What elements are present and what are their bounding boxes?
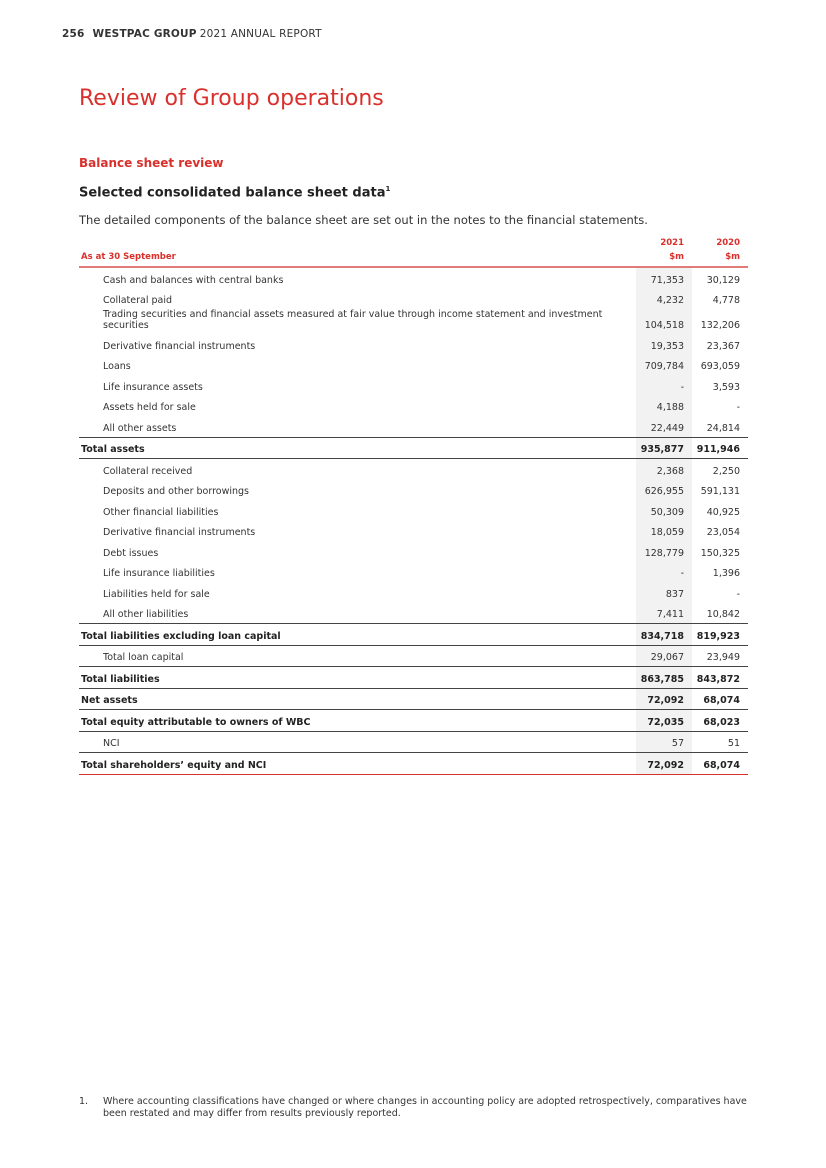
table-heading: Selected consolidated balance sheet data$^1$ bbox=[79, 185, 391, 201]
row-label: Liabilities held for sale bbox=[103, 588, 210, 600]
row-label: Derivative financial instruments bbox=[103, 340, 256, 352]
value-2021: 29,067 bbox=[636, 645, 692, 667]
table-row bbox=[79, 562, 748, 583]
value-2021: 71,353 bbox=[636, 267, 692, 289]
value-2020: - bbox=[736, 402, 740, 413]
value-2020: 24,814 bbox=[706, 422, 740, 434]
table-row bbox=[79, 459, 748, 480]
row-label: Deposits and other borrowings bbox=[103, 486, 250, 497]
value-2021: 104,518 bbox=[636, 309, 692, 334]
value-2021: 72,092 bbox=[636, 753, 692, 775]
value-2020: 4,778 bbox=[712, 295, 740, 306]
table-row bbox=[79, 289, 748, 310]
value-2020: 68,074 bbox=[703, 759, 740, 771]
table-row bbox=[79, 603, 748, 624]
row-label: Collateral received bbox=[103, 465, 193, 477]
value-2020: 150,325 bbox=[700, 547, 740, 559]
total-row bbox=[79, 753, 748, 775]
row-label: Cash and balances with central banks bbox=[103, 274, 284, 286]
row-label: Total liabilities excluding loan capital bbox=[81, 630, 281, 642]
col-2020: 2020 $m bbox=[716, 238, 740, 262]
table-row bbox=[79, 645, 748, 667]
table-row bbox=[79, 396, 748, 417]
value-2020: 40,925 bbox=[706, 506, 740, 518]
section-heading: Balance sheet review bbox=[79, 156, 224, 170]
value-2021: 837 bbox=[636, 582, 692, 603]
page-header bbox=[62, 28, 322, 40]
value-2020: 693,059 bbox=[700, 361, 740, 372]
row-label: Derivative financial instruments bbox=[103, 527, 256, 538]
row-label: Collateral paid bbox=[103, 295, 173, 306]
value-2020: 68,023 bbox=[703, 716, 740, 728]
row-label: Net assets bbox=[81, 695, 138, 706]
row-label: Total assets bbox=[81, 444, 145, 455]
value-2021: 4,232 bbox=[636, 289, 692, 310]
value-2021: 72,035 bbox=[636, 710, 692, 732]
balance-sheet-table bbox=[79, 234, 748, 775]
row-label: All other assets bbox=[103, 422, 177, 434]
row-label: Life insurance assets bbox=[103, 381, 203, 393]
table-row bbox=[79, 416, 748, 437]
value-2021: 2,368 bbox=[636, 459, 692, 480]
value-2021: 72,092 bbox=[636, 688, 692, 710]
total-row bbox=[79, 710, 748, 732]
footnote-ref: 1 bbox=[385, 185, 391, 193]
row-label: Debt issues bbox=[103, 547, 159, 559]
value-2020: 132,206 bbox=[700, 320, 740, 331]
table-header bbox=[79, 234, 748, 267]
table-row bbox=[79, 731, 748, 753]
row-label: Life insurance liabilities bbox=[103, 568, 215, 579]
report-name: 2021 ANNUAL REPORT bbox=[199, 28, 322, 40]
value-2021: 863,785 bbox=[636, 667, 692, 689]
value-2021: 7,411 bbox=[636, 603, 692, 624]
brand: WESTPAC GROUP bbox=[92, 28, 197, 40]
row-label: Total shareholders’ equity and NCI bbox=[81, 759, 267, 771]
table-row bbox=[79, 541, 748, 562]
value-2020: 23,054 bbox=[706, 527, 740, 538]
value-2020: - bbox=[736, 588, 740, 600]
table-row bbox=[79, 375, 748, 396]
value-2021: 935,877 bbox=[636, 437, 692, 459]
value-2020: 23,949 bbox=[706, 652, 740, 663]
page-number: 256 bbox=[62, 28, 85, 40]
value-2021: 18,059 bbox=[636, 521, 692, 542]
value-2020: 30,129 bbox=[706, 274, 740, 286]
intro-text: The detailed components of the balance sheet are set out in the notes to the financial statements. bbox=[79, 213, 648, 227]
value-2021: 50,309 bbox=[636, 500, 692, 521]
value-2020: 843,872 bbox=[696, 673, 740, 685]
row-label: Total liabilities bbox=[81, 673, 160, 685]
table-row bbox=[79, 480, 748, 501]
row-label: Loans bbox=[103, 361, 131, 372]
value-2021: 626,955 bbox=[636, 480, 692, 501]
row-label: Total equity attributable to owners of WBC bbox=[81, 716, 311, 728]
table-row bbox=[79, 582, 748, 603]
row-label: Trading securities and financial assets measured at fair value through income statement and investment securities bbox=[103, 309, 603, 331]
value-2020: 591,131 bbox=[700, 486, 740, 497]
page-title: Review of Group operations bbox=[79, 86, 384, 111]
value-2021: 57 bbox=[636, 731, 692, 753]
total-row bbox=[79, 437, 748, 459]
value-2020: 68,074 bbox=[703, 695, 740, 706]
value-2020: 1,396 bbox=[712, 568, 740, 579]
table-row bbox=[79, 500, 748, 521]
total-row bbox=[79, 624, 748, 646]
value-2021: 834,718 bbox=[636, 624, 692, 646]
value-2020: 3,593 bbox=[712, 381, 740, 393]
value-2020: 911,946 bbox=[696, 444, 740, 455]
col-label: As at 30 September bbox=[81, 252, 176, 262]
total-row bbox=[79, 667, 748, 689]
value-2021: - bbox=[636, 375, 692, 396]
value-2021: - bbox=[636, 562, 692, 583]
row-label: All other liabilities bbox=[103, 609, 189, 620]
value-2021: 4,188 bbox=[636, 396, 692, 417]
value-2021: 128,779 bbox=[636, 541, 692, 562]
table-row bbox=[79, 267, 748, 289]
table-row bbox=[79, 355, 748, 376]
col-2021: 2021 $m bbox=[660, 238, 684, 262]
table-row bbox=[79, 521, 748, 542]
value-2021: 709,784 bbox=[636, 355, 692, 376]
total-row bbox=[79, 688, 748, 710]
value-2021: 22,449 bbox=[636, 416, 692, 437]
value-2021: 19,353 bbox=[636, 334, 692, 355]
value-2020: 51 bbox=[727, 738, 740, 749]
table-row bbox=[79, 334, 748, 355]
value-2020: 23,367 bbox=[706, 340, 740, 352]
value-2020: 2,250 bbox=[712, 465, 740, 477]
table-row bbox=[79, 309, 748, 334]
value-2020: 10,842 bbox=[706, 609, 740, 620]
row-label: Other financial liabilities bbox=[103, 506, 219, 518]
row-label: Total loan capital bbox=[103, 652, 184, 663]
value-2020: 819,923 bbox=[696, 630, 740, 642]
footnote: 1. Where accounting classifications have changed or where changes in accounting policy are adopted retrospectively, comparatives have been restated and may differ from results previously reported. bbox=[79, 1096, 747, 1119]
row-label: Assets held for sale bbox=[103, 402, 196, 413]
row-label: NCI bbox=[103, 738, 120, 749]
